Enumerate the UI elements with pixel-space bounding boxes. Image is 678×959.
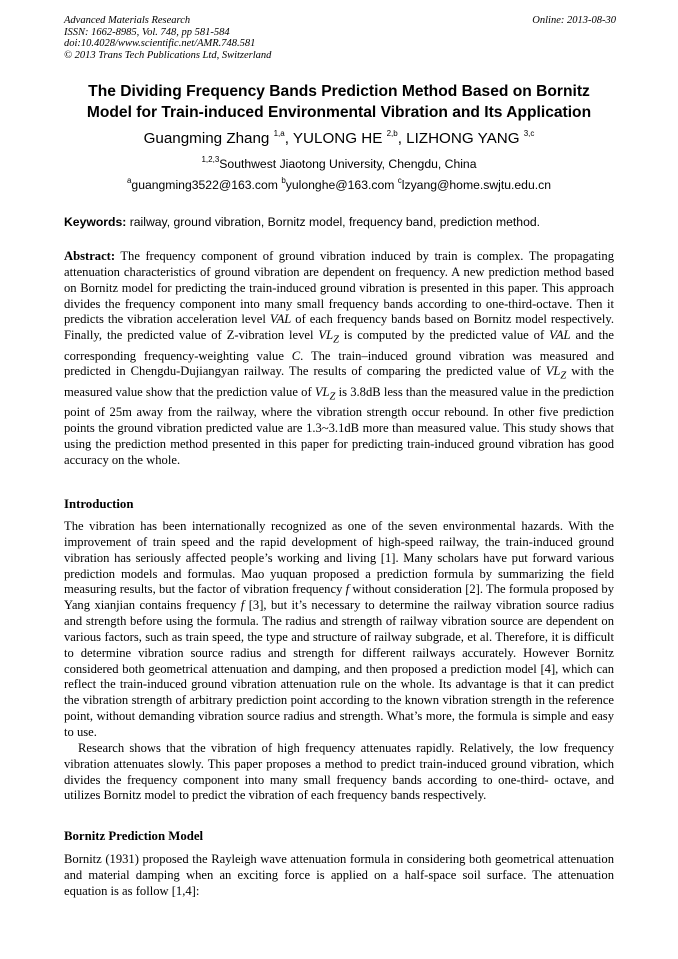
symbol-val: VAL xyxy=(549,328,571,343)
paragraph xyxy=(64,519,614,741)
symbol-f: f xyxy=(240,598,245,613)
section-heading-bornitz: Bornitz Prediction Model xyxy=(64,829,204,843)
subscript-z: Z xyxy=(560,370,567,382)
abstract-text: . The train–induced ground vibration was measured and predicted in Chengdu-Dujiangyan railway. The results of comparing the predicted value of xyxy=(64,348,614,379)
title-line-2: Model for Train-induced Environmental Vibration and Its Application xyxy=(86,104,592,121)
subscript-z: Z xyxy=(333,334,339,346)
symbol-c: C xyxy=(291,348,301,363)
journal-header xyxy=(64,15,616,61)
issn: ISSN: 1662-8985, Vol. 748, pp 581-584 xyxy=(64,26,230,38)
paper-title xyxy=(54,81,624,123)
email-superscript: b xyxy=(281,175,286,185)
doi: doi:10.4028/www.scientific.net/AMR.748.581 xyxy=(64,38,256,50)
symbol-f: f xyxy=(345,582,350,597)
online-date: Online: 2013-08-30 xyxy=(532,15,616,26)
abstract-text: with the measured value show that the prediction value of xyxy=(64,364,614,399)
paragraph: Research shows that the vibration of high frequency attenuates rapidly. Relatively, the low frequency vibration attenuates slowly. This paper proposes a method to predict train-induced ground vibration, which divides the frequency component into many small frequency bands according to one-third- octave, and utilizes Bornitz model to predict the vibration of each frequency bands respectively. xyxy=(64,740,614,803)
symbol-vlz: VL xyxy=(318,328,334,343)
email-superscript: c xyxy=(397,175,402,185)
affiliation-text: Southwest Jiaotong University, Chengdu, China xyxy=(219,157,477,171)
author-superscript: 1,a xyxy=(273,128,285,138)
abstract-label: Abstract: xyxy=(64,249,116,263)
author-list xyxy=(54,129,624,149)
section-heading-introduction: Introduction xyxy=(64,497,134,511)
paragraph-text: without consideration [2]. The formula proposed by Yang xianjian contains frequency xyxy=(64,582,614,613)
author-superscript: 3,c xyxy=(523,128,535,138)
keywords-label: Keywords: xyxy=(64,215,127,229)
copyright: © 2013 Trans Tech Publications Ltd, Switzerland xyxy=(64,49,272,61)
email-link[interactable]: lzyang@home.swjtu.edu.cn xyxy=(401,178,552,192)
bornitz-body: Bornitz (1931) proposed the Rayleigh wave attenuation formula in considering both geometrical attenuation and material damping when an exciting force is applied on a half-space soil surface. The attenuation equation is as follow [1,4]: xyxy=(64,852,614,898)
symbol-vlz: VL xyxy=(314,384,330,399)
email-link[interactable]: yulonghe@163.com xyxy=(285,178,398,192)
email-link[interactable]: guangming3522@163.com xyxy=(131,178,282,192)
introduction-body xyxy=(64,519,614,804)
affiliation-superscript: 1,2,3 xyxy=(201,154,220,164)
paragraph-text: The vibration has been internationally recognized as one of the seven environmental hazards. With the improvement of train speed and the rapid development of high-speed railway, the train-induced ground vibration has seriously affected people’s working and living [1]. Many scholars have put forward various prediction models and formulas. Mao yuquan proposed a prediction formula by summarizing the field measuring results, but the factor of vibration frequency xyxy=(64,519,614,597)
abstract-text: is computed by the predicted value of xyxy=(338,328,550,343)
abstract-text: and the corresponding frequency-weighting value xyxy=(64,328,614,363)
subscript-z: Z xyxy=(329,391,336,403)
author-name: , YULONG HE xyxy=(284,130,387,147)
abstract-text: of each frequency bands based on Bornitz model respectively. Finally, the predicted value of Z-vibration level xyxy=(64,312,615,343)
author-name: , LIZHONG YANG xyxy=(397,130,524,147)
author-name: Guangming Zhang xyxy=(143,130,274,147)
author-superscript: 2,b xyxy=(386,128,398,138)
abstract-text: The frequency component of ground vibration induced by train is complex. The propagating attenuation characteristics of ground vibration are dependent on frequency. A new prediction method based on Bornitz model for predicting the train-induced ground vibration is presented in this paper. This approach divides the frequency component into many small frequency bands according to one-third-octave. Then it predicts the vibration acceleration level xyxy=(64,249,614,327)
affiliation xyxy=(54,155,624,173)
author-emails xyxy=(54,176,624,194)
email-superscript: a xyxy=(126,175,132,185)
abstract xyxy=(64,249,614,469)
title-line-1: The Dividing Frequency Bands Prediction Method Based on Bornitz xyxy=(88,83,590,100)
symbol-vlz: VL xyxy=(545,364,561,379)
paragraph-text: [3], but it’s necessary to determine the railway vibration source radius and strength before using the formula. The radius and strength of railway vibration source are dependent on various factors, such as train speed, the type and structure of railway subgrade, et al. Therefore, it is difficult to determine vibration source radius and strength for different railways accurately. However Bornitz considered both geometrical attenuation and damping, and then proposed a prediction model [4], which can reflect the train-induced ground vibration attenuation rule on the whole. Its advantage is that it can predict the vibration strength of arbitrary prediction point according to the known vibration strength in the reference point, without demanding vibration source radius and strength. What’s more, the formula is simple and easy to use. xyxy=(64,598,614,739)
symbol-val: VAL xyxy=(269,312,292,327)
abstract-text: is 3.8dB less than the measured value in the prediction point of 25m away from the railway, where the vibration strength occur rebound. In other five prediction points the ground vibration predicted value are 1.3~3.1dB more than measured value. This study shows that using the prediction method presented in this paper for predicting train-induced ground vibration has good accuracy on the whole. xyxy=(64,384,614,467)
keywords-text: railway, ground vibration, Bornitz model, frequency band, prediction method. xyxy=(126,215,541,229)
journal-name: Advanced Materials Research xyxy=(64,15,191,26)
keywords xyxy=(64,214,624,230)
